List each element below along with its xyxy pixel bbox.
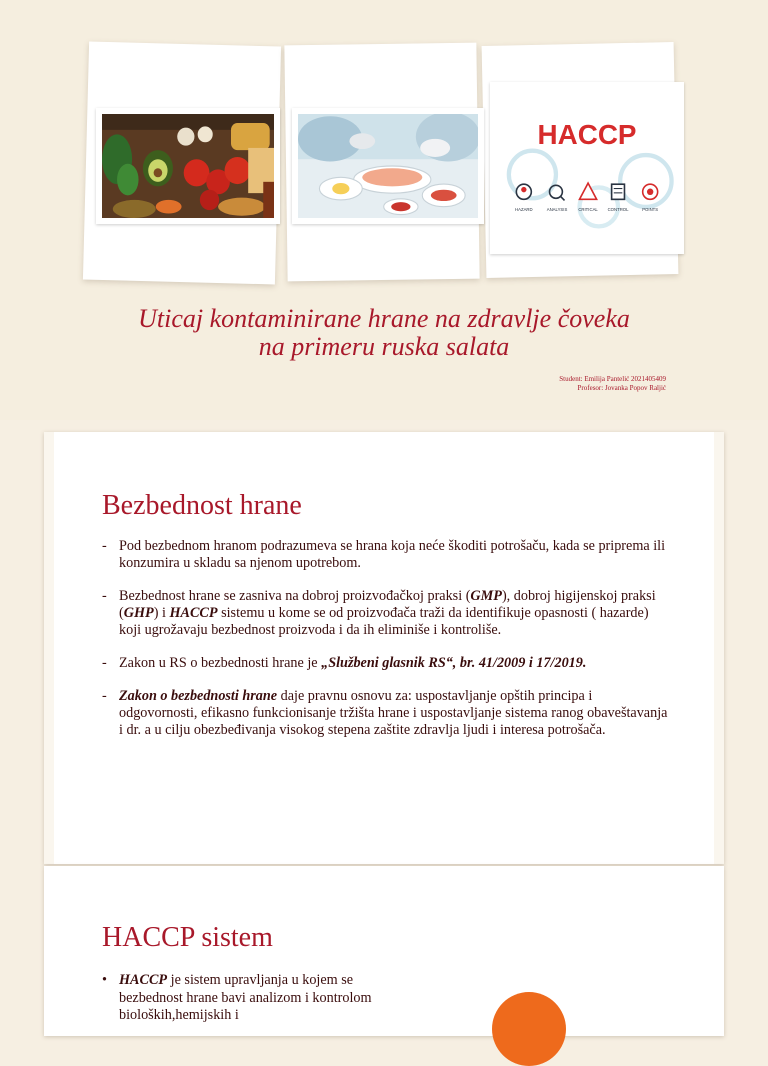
bullet-text: Pod bezbednom hranom podrazumeva se hrana koja neće škoditi potrošaču, kada se priprema ili konzumira u skladu sa njenom upotrebom. — [119, 538, 666, 571]
title-line: na primeru ruska salata — [258, 332, 510, 361]
emphasis-text: GHP — [123, 605, 154, 621]
list-item — [102, 588, 672, 639]
slide-margin — [714, 432, 724, 864]
bullet-text: sistemu u kome se od proizvođača traži da identifikuje opasnosti ( hazarde) koji ugrožavaju bezbednost proizvoda i da ih eliminiše i kontroliše. — [119, 605, 649, 638]
bullet-text: je sistem upravljanja u kojem se bezbednost hrane bavi analizom i kontrolom bioloških,hemijskih i — [119, 972, 372, 1023]
emphasis-text: HACCP — [119, 972, 168, 988]
lab-inspection-image — [292, 108, 484, 224]
bullet-text: ), dobroj higijenskoj praksi ( — [119, 588, 656, 621]
bullet-text: daje pravnu osnovu za: uspostavljanje opštih principa i odgovornosti, efikasno funkcionisanje tržišta hrane i uspostavljanje sistema ranog obaveštavanja i dr. a u cilju obezbeđivanja visokog stepena zaštite zdravlja ljudi i interesa potrošača. — [119, 688, 668, 738]
title-slide — [0, 0, 768, 420]
emphasis-text: „Službeni glasnik RS“, br. 41/2009 i 17/2019. — [321, 655, 587, 671]
sun-icon — [492, 992, 566, 1066]
food-safety-slide — [44, 432, 724, 864]
emphasis-text: HACCP — [169, 605, 218, 621]
haccp-step-label: HAZARD — [515, 207, 533, 213]
emphasis-text: Zakon o bezbednosti hrane — [119, 688, 278, 704]
professor-credit: Profesor: Jovanka Popov Raljić — [577, 384, 666, 392]
emphasis-text: GMP — [470, 588, 502, 604]
list-item — [102, 688, 672, 739]
haccp-logo-text: HACCP — [537, 119, 637, 151]
haccp-logo-image — [490, 82, 684, 254]
slide-heading: Bezbednost hrane — [102, 490, 302, 521]
slide-margin — [44, 432, 54, 864]
slide-heading: HACCP sistem — [102, 922, 273, 953]
list-item — [102, 972, 409, 1025]
bullet-text: Bezbednost hrane se zasniva na dobroj proizvođačkoj praksi ( — [119, 588, 471, 604]
vegetables-image — [96, 108, 280, 224]
bullet-text: ) i — [153, 605, 170, 621]
presentation-title — [60, 305, 708, 361]
haccp-step-label: ANALYSIS — [546, 207, 568, 213]
bullet-text: Zakon u RS o bezbednosti hrane je — [119, 655, 322, 671]
haccp-step-label: CONTROL — [607, 207, 629, 213]
author-credits — [559, 375, 666, 393]
haccp-step-label: POINTS — [642, 207, 659, 213]
title-line: Uticaj kontaminirane hrane na zdravlje čoveka — [138, 304, 630, 333]
list-item — [102, 538, 672, 572]
haccp-step-label: CRITICAL — [578, 207, 598, 213]
bullet-list — [102, 538, 672, 755]
haccp-slide — [44, 866, 724, 1036]
student-credit: Student: Emilija Pantelić 2021405409 — [559, 375, 666, 383]
list-item — [102, 655, 672, 672]
